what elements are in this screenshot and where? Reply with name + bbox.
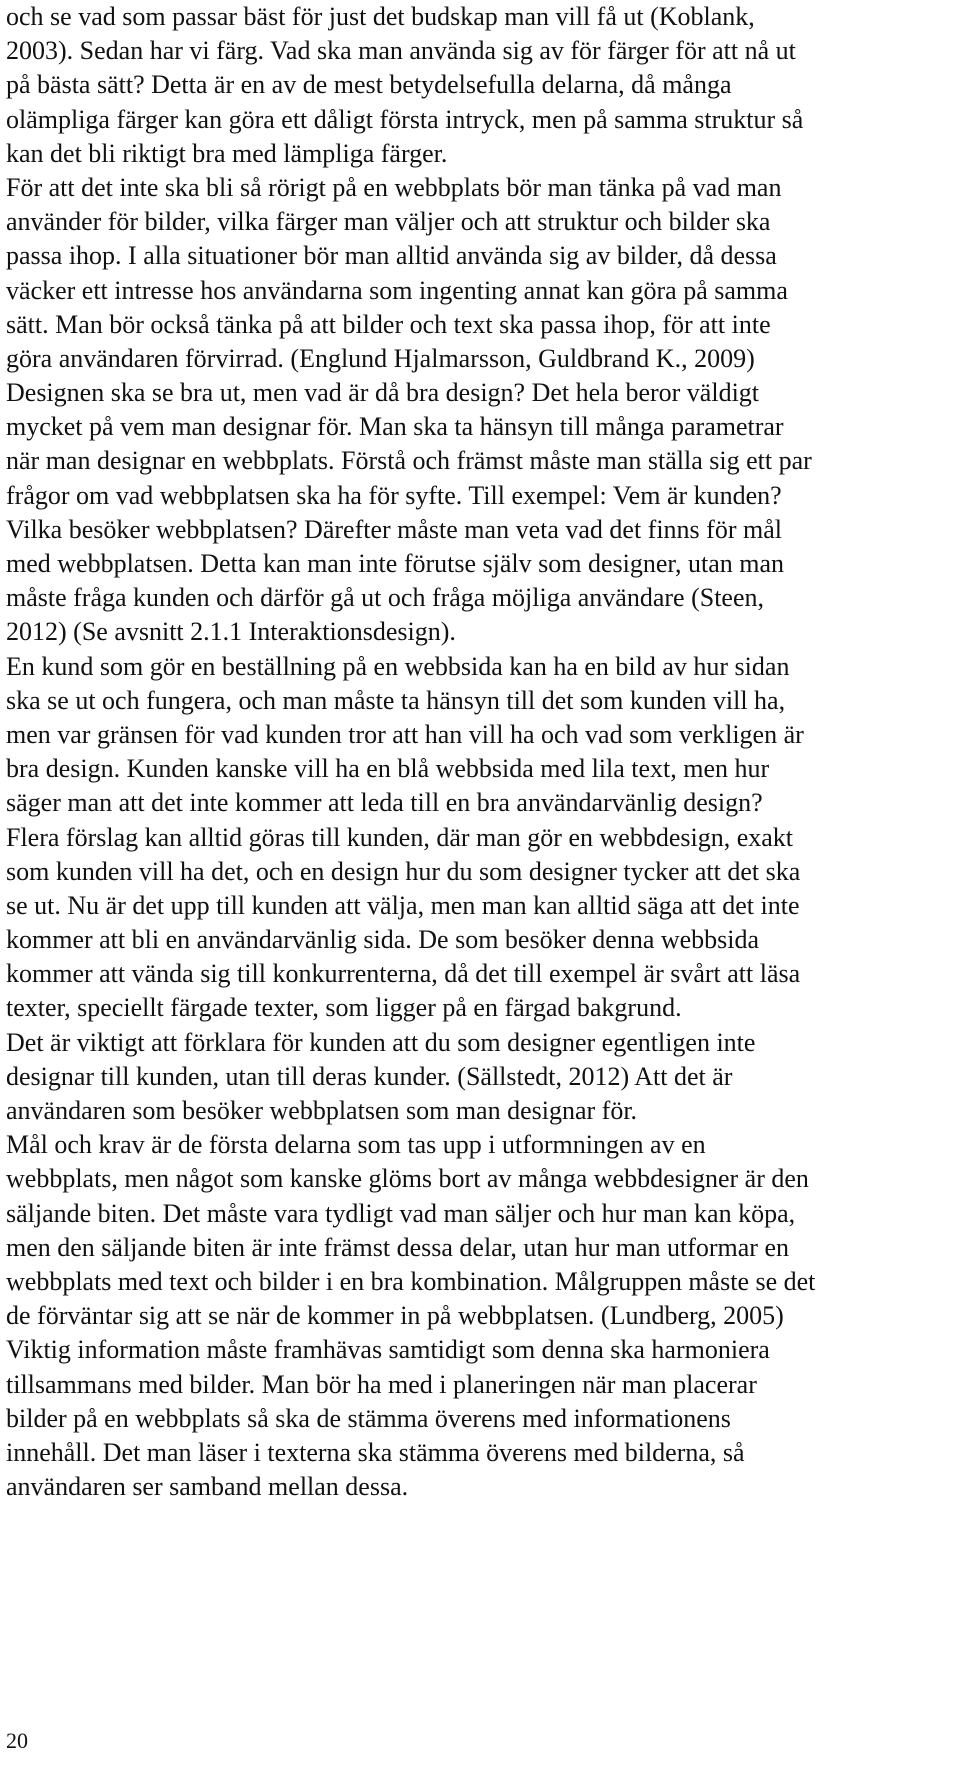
- text-line: kommer att bli en användarvänlig sida. De som besöker denna webbsida: [6, 925, 760, 955]
- text-line: när man designar en webbplats. Förstå och främst måste man ställa sig ett par: [6, 446, 812, 476]
- text-line: se ut. Nu är det upp till kunden att välja, men man kan alltid säga att det inte: [6, 890, 800, 920]
- text-line: Designen ska se bra ut, men vad är då bra design? Det hela beror väldigt: [6, 378, 760, 408]
- text-line: men den säljande biten är inte främst dessa delar, utan hur man utformar en: [6, 1232, 790, 1262]
- text-line: göra användaren förvirrad. (Englund Hjalmarsson, Guldbrand K., 2009): [6, 343, 755, 373]
- text-line: passa ihop. I alla situationer bör man alltid använda sig av bilder, då dessa: [6, 241, 777, 271]
- text-line: texter, speciellt färgade texter, som ligger på en färgad bakgrund.: [6, 993, 682, 1023]
- text-line: kan det bli riktigt bra med lämpliga färger.: [6, 138, 448, 168]
- text-line: användaren ser samband mellan dessa.: [6, 1472, 409, 1502]
- paragraph-2: [6, 171, 954, 376]
- text-line: som kunden vill ha det, och en design hur du som designer tycker att det ska: [6, 856, 801, 886]
- text-line: Vilka besöker webbplatsen? Därefter måste man veta vad det finns för mål: [6, 514, 782, 544]
- paragraph-4: [6, 650, 954, 1026]
- text-line: väcker ett intresse hos användarna som ingenting annat kan göra på samma: [6, 275, 788, 305]
- text-line: 2003). Sedan har vi färg. Vad ska man använda sig av för färger för att nå ut: [6, 36, 796, 66]
- paragraph-5: [6, 1026, 954, 1129]
- text-line: med webbplatsen. Detta kan man inte förutse själv som designer, utan man: [6, 549, 785, 578]
- text-line: Flera förslag kan alltid göras till kunden, där man gör en webbdesign, exakt: [6, 822, 794, 852]
- text-line: Mål och krav är de första delarna som tas upp i utformningen av en: [6, 1130, 706, 1160]
- text-line: sätt. Man bör också tänka på att bilder och text ska passa ihop, för att inte: [6, 309, 771, 339]
- text-line: En kund som gör en beställning på en webbsida kan ha en bild av hur sidan: [6, 651, 790, 681]
- paragraph-1: [6, 0, 954, 171]
- text-line: mycket på vem man designar för. Man ska ta hänsyn till många parametrar: [6, 412, 784, 442]
- text-line: frågor om vad webbplatsen ska ha för syfte. Till exempel: Vem är kunden?: [6, 480, 782, 510]
- text-line: designar till kunden, utan till deras kunder. (Sällstedt, 2012) Att det är: [6, 1061, 733, 1091]
- text-line: använder för bilder, vilka färger man väljer och att struktur och bilder ska: [6, 207, 771, 237]
- paragraph-3: [6, 376, 954, 650]
- text-line: olämpliga färger kan göra ett dåligt första intryck, men på samma struktur så: [6, 104, 804, 134]
- document-page: [6, 0, 954, 1504]
- text-line: kommer att vända sig till konkurrenterna, då det till exempel är svårt att läsa: [6, 959, 801, 989]
- paragraph-6: [6, 1128, 954, 1333]
- text-line: bra design. Kunden kanske vill ha en blå webbsida med lila text, men hur: [6, 754, 770, 784]
- text-line: säger man att det inte kommer att leda till en bra användarvänlig design?: [6, 788, 763, 818]
- text-line: säljande biten. Det måste vara tydligt vad man säljer och hur man kan köpa,: [6, 1198, 796, 1228]
- text-line: på bästa sätt? Detta är en av de mest betydelsefulla delarna, då många: [6, 70, 732, 100]
- text-line: och se vad som passar bäst för just det budskap man vill få ut (Koblank,: [6, 2, 755, 31]
- text-line: bilder på en webbplats så ska de stämma överens med informationens: [6, 1403, 731, 1433]
- page-number: 20: [6, 1728, 28, 1753]
- text-line: webbplats, men något som kanske glöms bort av många webbdesigner är den: [6, 1164, 809, 1194]
- text-line: måste fråga kunden och därför gå ut och fråga möjliga användare (Steen,: [6, 583, 765, 613]
- text-line: ska se ut och fungera, och man måste ta hänsyn till det som kunden vill ha,: [6, 685, 786, 715]
- text-line: innehåll. Det man läser i texterna ska stämma överens med bilderna, så: [6, 1437, 745, 1467]
- text-line: webbplats med text och bilder i en bra kombination. Målgruppen måste se det: [6, 1266, 816, 1296]
- text-line: Viktig information måste framhävas samtidigt som denna ska harmoniera: [6, 1335, 770, 1365]
- text-line: tillsammans med bilder. Man bör ha med i planeringen när man placerar: [6, 1369, 757, 1399]
- text-line: 2012) (Se avsnitt 2.1.1 Interaktionsdesign).: [6, 617, 456, 647]
- text-line: men var gränsen för vad kunden tror att han vill ha och vad som verkligen är: [6, 719, 804, 749]
- text-line: För att det inte ska bli så rörigt på en webbplats bör man tänka på vad man: [6, 172, 782, 202]
- text-line: användaren som besöker webbplatsen som man designar för.: [6, 1096, 638, 1125]
- text-line: Det är viktigt att förklara för kunden att du som designer egentligen inte: [6, 1027, 756, 1057]
- text-line: de förväntar sig att se när de kommer in på webbplatsen. (Lundberg, 2005): [6, 1301, 784, 1331]
- paragraph-7: [6, 1333, 954, 1504]
